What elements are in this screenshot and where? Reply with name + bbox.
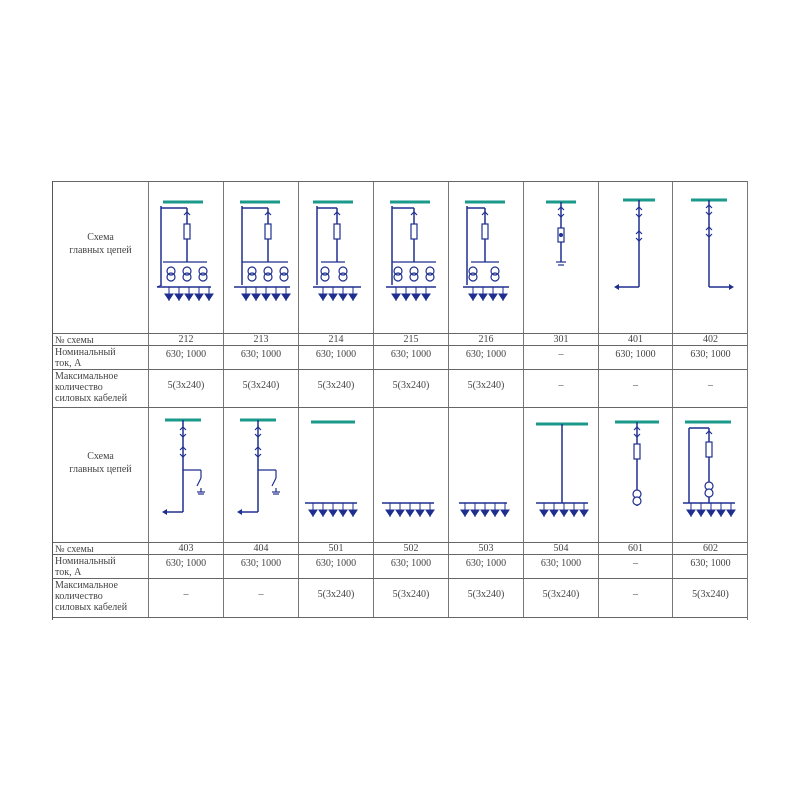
diagram-404-svg xyxy=(224,408,298,543)
scheme-number-row-2 xyxy=(52,543,748,555)
cables-label-line3: силовых кабелей xyxy=(55,393,128,404)
diagram-402-svg xyxy=(673,182,747,335)
current-label xyxy=(52,555,149,578)
current-label-line1: Номинальный xyxy=(55,347,116,358)
current-value: 630; 1000 xyxy=(524,555,599,578)
cables-value: – xyxy=(708,380,713,391)
scheme-no-label: № схемы xyxy=(52,334,149,345)
current-row-2 xyxy=(52,555,748,579)
cables-value: 5(3x240) xyxy=(692,589,729,600)
diagram-215-svg xyxy=(374,182,448,335)
diagram-401 xyxy=(599,182,673,333)
scheme-number: 213 xyxy=(224,334,299,345)
schema-label-cell xyxy=(52,182,149,333)
schema-label xyxy=(58,450,143,476)
diagram-601 xyxy=(599,408,673,542)
current-label xyxy=(52,346,149,369)
current-value: 630; 1000 xyxy=(599,346,673,369)
scheme-number: 212 xyxy=(149,334,224,345)
cables-value: – xyxy=(524,370,599,407)
current-label-line2: ток, А xyxy=(55,567,82,578)
diagram-301-svg xyxy=(524,182,598,335)
scheme-number: 602 xyxy=(703,543,718,554)
schema-label-cell xyxy=(52,408,149,542)
cables-value: 5(3x240) xyxy=(449,370,524,407)
cables-value: – xyxy=(599,579,673,617)
diagram-row-1 xyxy=(52,181,748,334)
scheme-table xyxy=(52,181,748,618)
schema-label-line2: главных цепей xyxy=(69,245,132,256)
schema-label-line2: главных цепей xyxy=(69,464,132,475)
scheme-number: 216 xyxy=(449,334,524,345)
schema-label xyxy=(58,231,143,257)
cables-label xyxy=(52,579,149,617)
current-value: 630; 1000 xyxy=(374,346,449,369)
diagram-404 xyxy=(224,408,299,542)
diagram-403 xyxy=(149,408,224,542)
scheme-number: 215 xyxy=(374,334,449,345)
scheme-number: 403 xyxy=(149,543,224,554)
current-value: 630; 1000 xyxy=(690,558,731,569)
current-value: 630; 1000 xyxy=(449,555,524,578)
current-value: – xyxy=(524,346,599,369)
diagram-213-svg xyxy=(224,182,298,335)
scheme-number: 214 xyxy=(299,334,374,345)
diagram-214-svg xyxy=(299,182,373,335)
cables-value: 5(3x240) xyxy=(524,579,599,617)
cables-value: 5(3x240) xyxy=(449,579,524,617)
scheme-number: 501 xyxy=(299,543,374,554)
scheme-number: 404 xyxy=(224,543,299,554)
current-value: 630; 1000 xyxy=(149,555,224,578)
diagram-401-svg xyxy=(599,182,673,335)
cables-value: – xyxy=(599,370,673,407)
cables-label-line2: количество xyxy=(55,382,103,393)
cables-value: 5(3x240) xyxy=(299,370,374,407)
scheme-number: 601 xyxy=(599,543,673,554)
cables-label-line1: Максимальное xyxy=(55,580,118,591)
scheme-number: 402 xyxy=(703,334,718,345)
current-value: 630; 1000 xyxy=(449,346,524,369)
diagram-504-svg xyxy=(524,408,598,543)
diagram-502 xyxy=(374,408,449,542)
diagram-504 xyxy=(524,408,599,542)
cables-value: – xyxy=(149,579,224,617)
cables-label-line3: силовых кабелей xyxy=(55,602,128,613)
diagram-213 xyxy=(224,182,299,333)
cables-row-1 xyxy=(52,370,748,408)
diagram-601-svg xyxy=(599,408,673,543)
cables-label-line1: Максимальное xyxy=(55,371,118,382)
cables-label-line2: количество xyxy=(55,591,103,602)
diagram-215 xyxy=(374,182,449,333)
current-value: 630; 1000 xyxy=(149,346,224,369)
diagram-row-2 xyxy=(52,408,748,543)
current-value: 630; 1000 xyxy=(224,346,299,369)
diagram-503-svg xyxy=(449,408,523,543)
scheme-number: 502 xyxy=(374,543,449,554)
diagram-403-svg xyxy=(149,408,223,543)
scheme-no-label: № схемы xyxy=(52,543,149,554)
scheme-number: 401 xyxy=(599,334,673,345)
schema-label-line1: Схема xyxy=(87,232,114,243)
scheme-number-row-1 xyxy=(52,334,748,346)
diagram-602 xyxy=(673,408,748,542)
diagram-501 xyxy=(299,408,374,542)
cables-label xyxy=(52,370,149,407)
current-value: 630; 1000 xyxy=(690,349,731,360)
diagram-216-svg xyxy=(449,182,523,335)
scheme-number: 301 xyxy=(524,334,599,345)
cables-value: 5(3x240) xyxy=(149,370,224,407)
diagram-212 xyxy=(149,182,224,333)
diagram-502-svg xyxy=(374,408,448,543)
schema-label-line1: Схема xyxy=(87,451,114,462)
cables-value: 5(3x240) xyxy=(299,579,374,617)
cables-value: 5(3x240) xyxy=(374,579,449,617)
diagram-602-svg xyxy=(673,408,747,543)
current-value: 630; 1000 xyxy=(299,555,374,578)
current-label-line1: Номинальный xyxy=(55,556,116,567)
cables-value: 5(3x240) xyxy=(224,370,299,407)
current-value: 630; 1000 xyxy=(374,555,449,578)
diagram-214 xyxy=(299,182,374,333)
current-value: – xyxy=(599,555,673,578)
diagram-503 xyxy=(449,408,524,542)
cables-row-2 xyxy=(52,579,748,618)
current-value: 630; 1000 xyxy=(299,346,374,369)
diagram-501-svg xyxy=(299,408,373,543)
scheme-number: 504 xyxy=(524,543,599,554)
diagram-216 xyxy=(449,182,524,333)
current-row-1 xyxy=(52,346,748,370)
diagram-212-svg xyxy=(149,182,223,335)
current-label-line2: ток, А xyxy=(55,358,82,369)
diagram-402 xyxy=(673,182,748,333)
cables-value: 5(3x240) xyxy=(374,370,449,407)
cables-value: – xyxy=(224,579,299,617)
current-value: 630; 1000 xyxy=(224,555,299,578)
scheme-number: 503 xyxy=(449,543,524,554)
diagram-301 xyxy=(524,182,599,333)
